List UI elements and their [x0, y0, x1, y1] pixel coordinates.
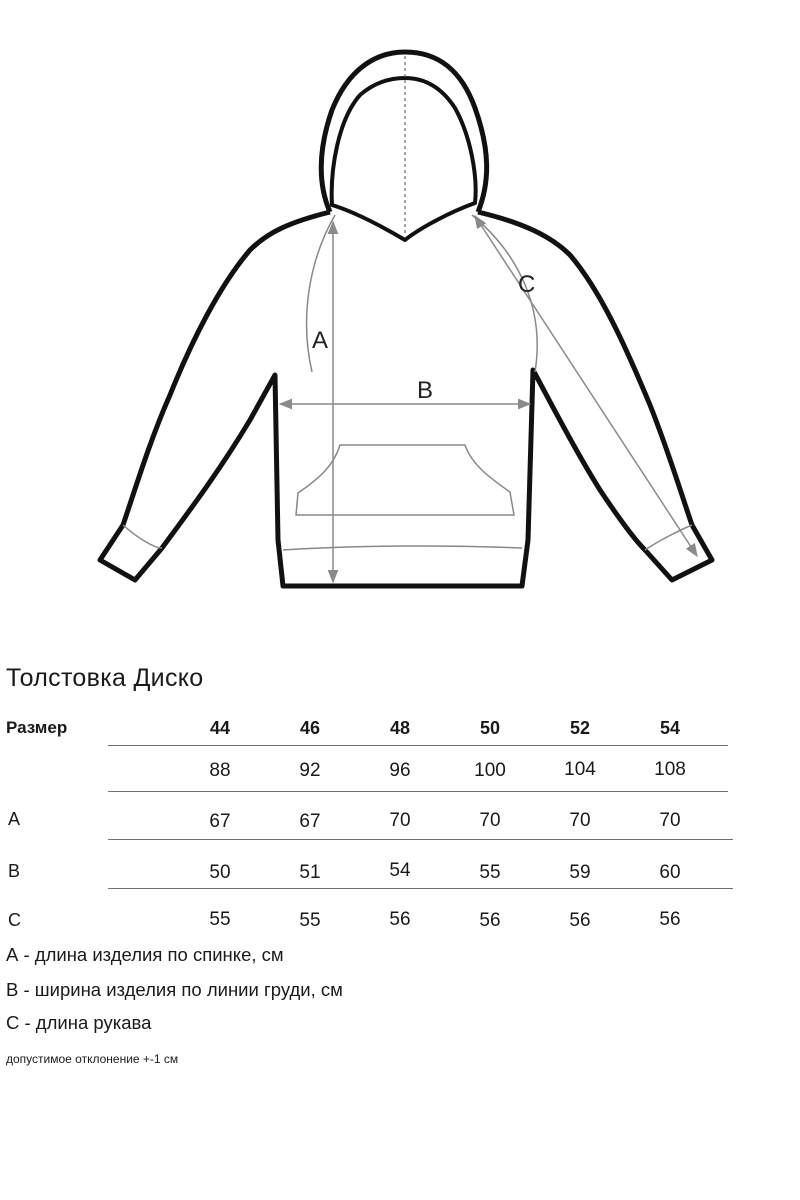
table-cell: 54 [389, 860, 411, 881]
table-rule [108, 839, 733, 840]
table-cell: 56 [389, 909, 411, 930]
table-cell: 108 [654, 759, 686, 780]
row-label-a: A [8, 809, 21, 829]
table-cell: 88 [209, 760, 231, 781]
table-cell: 50 [209, 862, 231, 883]
size-header: 48 [389, 718, 411, 738]
table-cell: 100 [474, 760, 506, 781]
table-cell: 70 [389, 810, 411, 831]
legend-b: В - ширина изделия по линии груди, см [6, 979, 343, 1000]
table-cell: 56 [659, 909, 681, 930]
table-cell: 56 [569, 910, 591, 931]
measure-c-label: C [518, 271, 536, 298]
table-rule [108, 745, 728, 746]
hem-seam [283, 546, 522, 550]
measure-b-label: B [417, 377, 434, 404]
row-label-c: C [8, 910, 21, 930]
table-cell: 92 [299, 760, 321, 781]
table-cell: 55 [299, 910, 321, 931]
legend-a: А - длина изделия по спинке, см [6, 944, 284, 965]
size-header: 50 [479, 718, 501, 738]
table-cell: 51 [299, 862, 321, 883]
hood-outer [321, 52, 486, 212]
table-cell: 59 [569, 862, 591, 883]
legend-c: С - длина рукава [6, 1012, 152, 1033]
table-cell: 96 [389, 760, 411, 781]
size-header: 44 [209, 718, 231, 738]
measure-c-line [475, 216, 697, 556]
table-cell: 70 [569, 810, 591, 831]
size-header: 46 [299, 718, 321, 738]
left-cuff-seam [123, 525, 162, 548]
table-rule [108, 791, 728, 792]
size-header-label: Размер [6, 718, 68, 737]
product-title: Толстовка Диско [6, 664, 204, 692]
table-cell: 60 [659, 862, 681, 883]
table-cell: 55 [479, 862, 501, 883]
table-cell: 67 [299, 811, 321, 832]
table-cell: 55 [209, 909, 231, 930]
hood-inner [332, 78, 476, 240]
tolerance-note: допустимое отклонение +-1 см [6, 1052, 179, 1066]
table-cell: 104 [564, 759, 596, 780]
table-cell: 67 [209, 811, 231, 832]
measure-a-label: A [312, 327, 329, 354]
kangaroo-pocket [296, 445, 514, 515]
table-cell: 70 [659, 810, 681, 831]
size-header: 52 [569, 718, 591, 738]
table-cell: 70 [479, 810, 501, 831]
row-label-b: B [8, 861, 21, 881]
table-cell: 56 [479, 910, 501, 931]
garment-outline [100, 212, 712, 586]
table-rule [108, 888, 733, 889]
size-header: 54 [659, 718, 681, 738]
